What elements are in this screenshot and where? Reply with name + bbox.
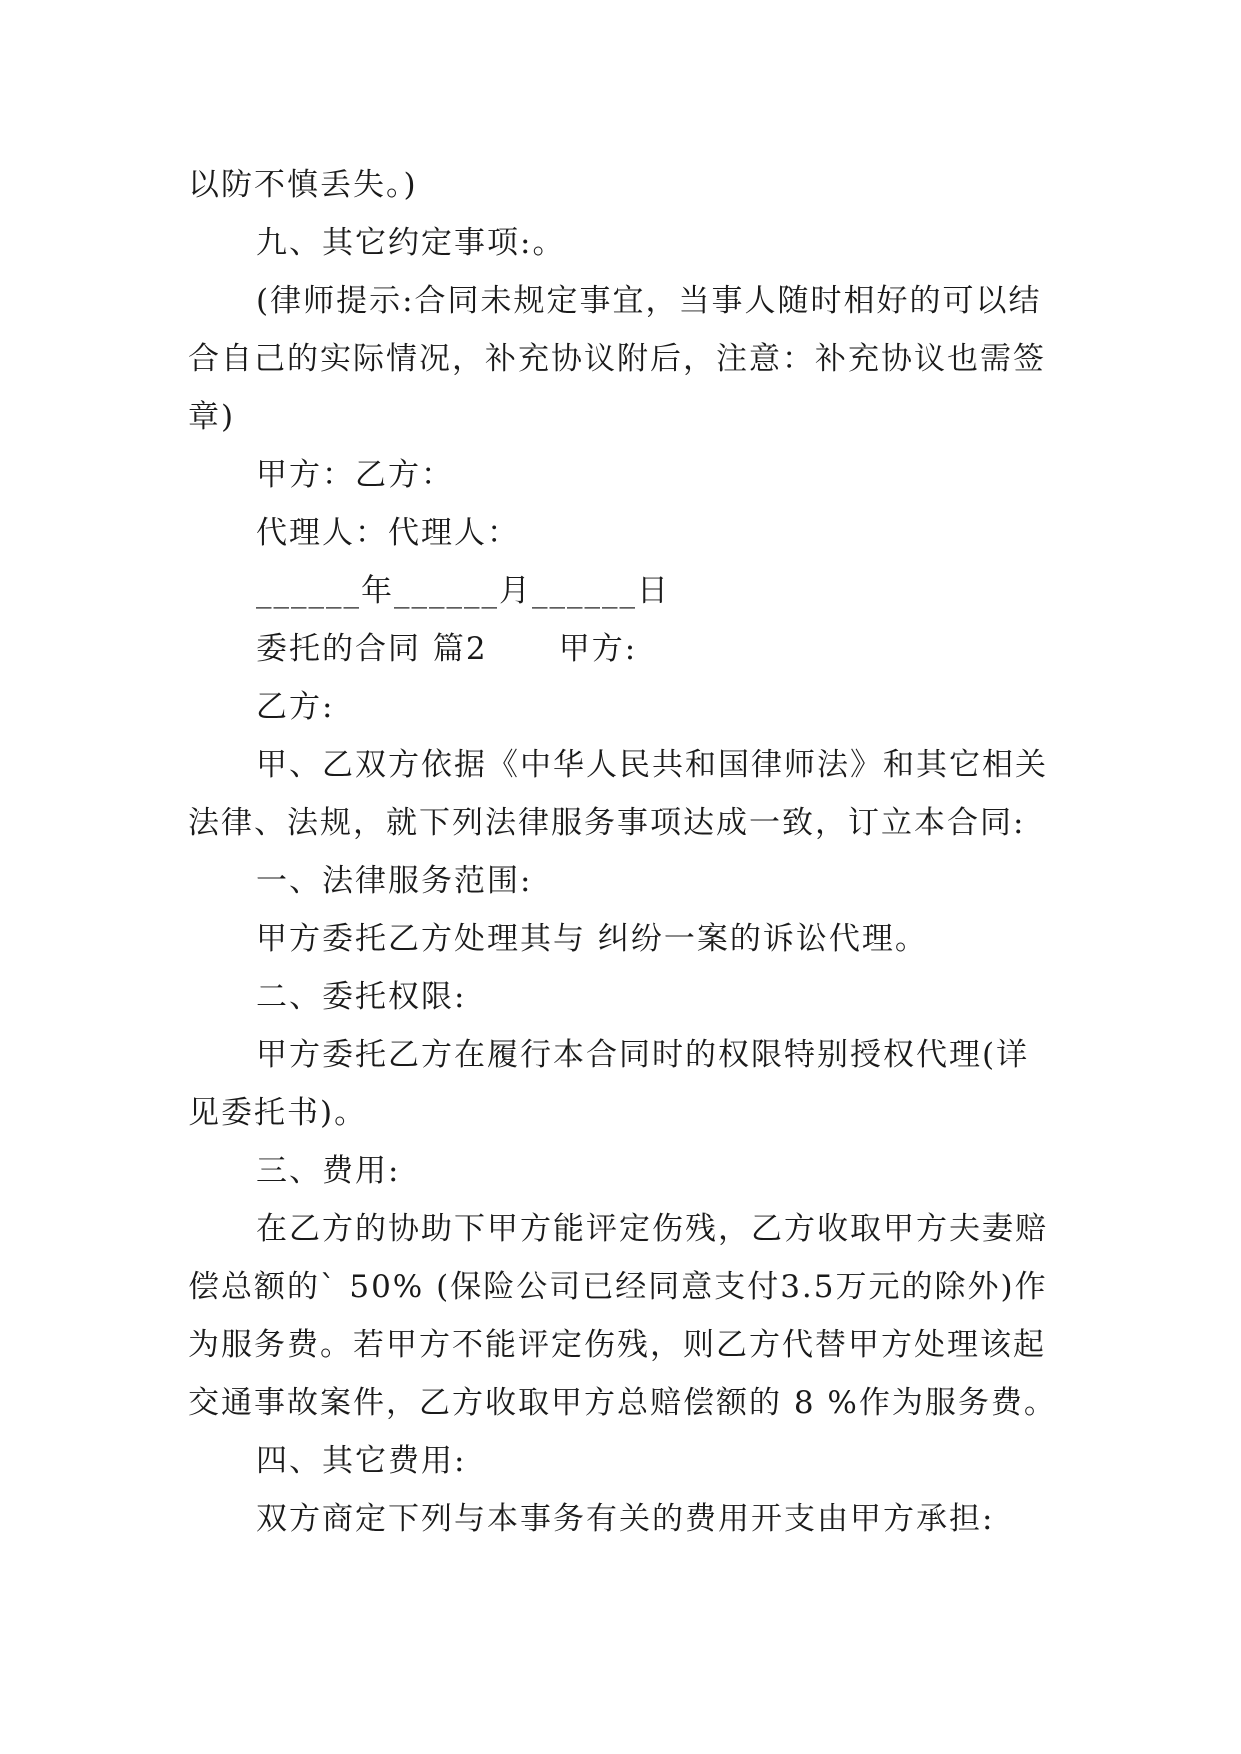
text-line: 以防不慎丢失。): [188, 167, 418, 203]
text-line: 甲方委托乙方处理其与 纠纷一案的诉讼代理。: [256, 921, 928, 957]
text-line: 在乙方的协助下甲方能评定伤残，乙方收取甲方夫妻赔: [256, 1211, 1048, 1247]
text-line: (律师提示:合同未规定事宜，当事人随时相好的可以结: [256, 283, 1042, 319]
clause-heading: 三、费用:: [256, 1153, 401, 1189]
text-line: 合自己的实际情况，补充协议附后，注意：补充协议也需签: [188, 341, 1046, 377]
text-line: 见委托书)。: [188, 1095, 368, 1131]
text-line: 代理人：代理人：: [256, 515, 520, 551]
text-line: 乙方:: [256, 689, 335, 725]
section-heading: 委托的合同 篇2 甲方:: [256, 631, 638, 667]
text-line: 甲方：乙方：: [256, 457, 454, 493]
text-line: 章): [188, 399, 236, 435]
text-line: 九、其它约定事项:。: [256, 225, 566, 261]
document-body: [188, 156, 1070, 1548]
clause-heading: 二、委托权限:: [256, 979, 467, 1015]
clause-heading: 四、其它费用:: [256, 1443, 467, 1479]
date-line: ______年______月______日: [256, 573, 670, 609]
text-line: 交通事故案件，乙方收取甲方总赔偿额的 8 %作为服务费。: [188, 1385, 1057, 1421]
text-line: 双方商定下列与本事务有关的费用开支由甲方承担:: [256, 1501, 995, 1537]
text-line: 法律、法规，就下列法律服务事项达成一致，订立本合同:: [188, 805, 1026, 841]
text-line: 偿总额的` 50% (保险公司已经同意支付3.5万元的除外)作: [188, 1269, 1048, 1305]
text-line: 甲方委托乙方在履行本合同时的权限特别授权代理(详: [256, 1037, 1030, 1073]
text-line: 甲、乙双方依据《中华人民共和国律师法》和其它相关: [256, 747, 1048, 783]
text-line: 为服务费。若甲方不能评定伤残，则乙方代替甲方处理该起: [188, 1327, 1046, 1363]
clause-heading: 一、法律服务范围:: [256, 863, 533, 899]
